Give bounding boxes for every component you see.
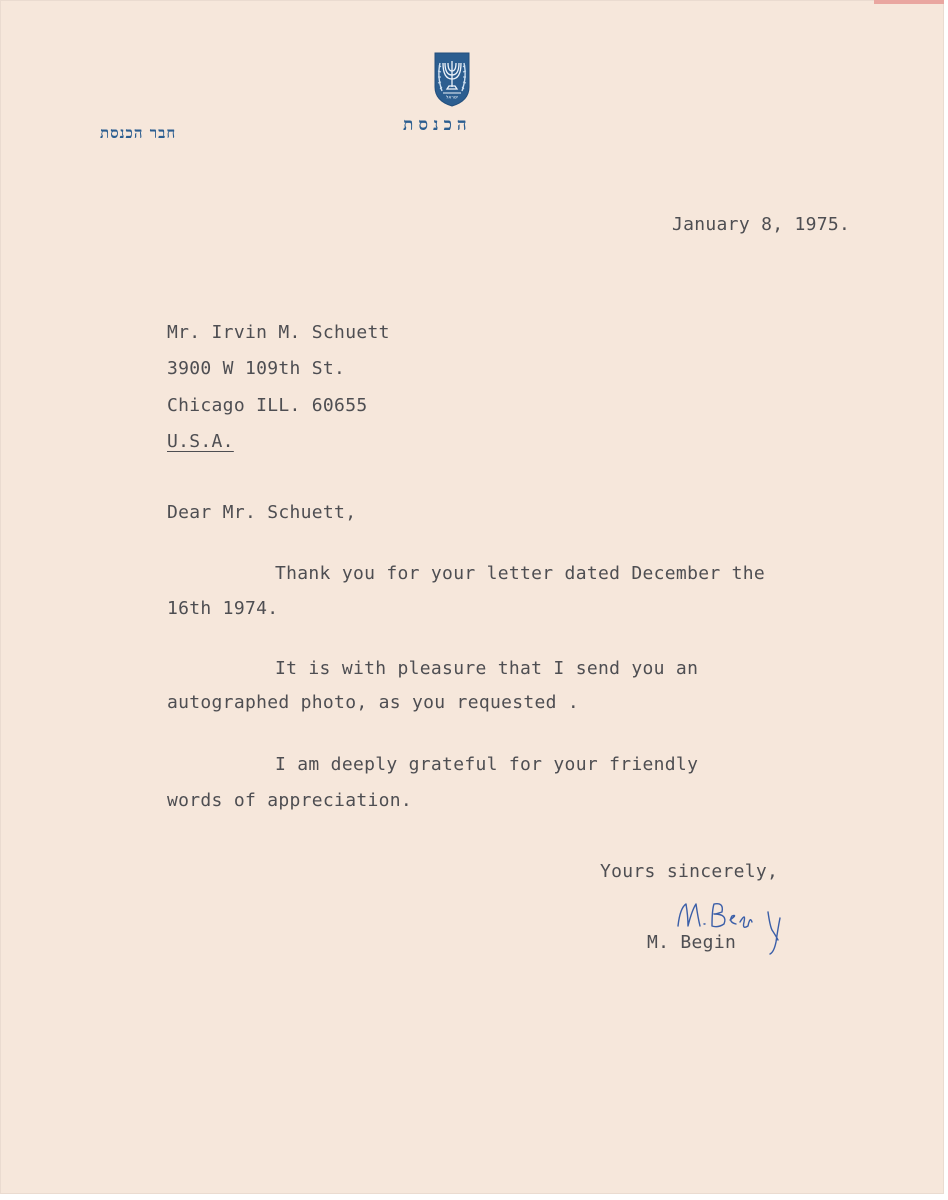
salutation: Dear Mr. Schuett, (167, 502, 357, 523)
letterhead-member-title: חבר הכנסת (100, 124, 177, 142)
recipient-country: U.S.A. (167, 431, 234, 452)
recipient-name: Mr. Irvin M. Schuett (167, 322, 390, 343)
recipient-street: 3900 W 109th St. (167, 358, 346, 379)
letterhead-institution: הכנסת (403, 115, 472, 135)
paragraph-3-line-1: I am deeply grateful for your friendly (275, 754, 699, 775)
paragraph-3-line-2: words of appreciation. (167, 790, 413, 811)
emblem-inscription: ישראל (445, 95, 459, 101)
letter-date: January 8, 1975. (672, 214, 851, 235)
paragraph-1-line-2: 16th 1974. (167, 598, 279, 619)
signer-name: M. Begin (647, 932, 737, 953)
knesset-emblem-icon (433, 51, 471, 107)
paragraph-2-line-1: It is with pleasure that I send you an (275, 658, 699, 679)
recipient-city: Chicago ILL. 60655 (167, 395, 368, 416)
paragraph-1-line-1: Thank you for your letter dated December the (275, 563, 766, 584)
closing: Yours sincerely, (600, 861, 779, 882)
paragraph-2-line-2: autographed photo, as you requested . (167, 692, 580, 713)
